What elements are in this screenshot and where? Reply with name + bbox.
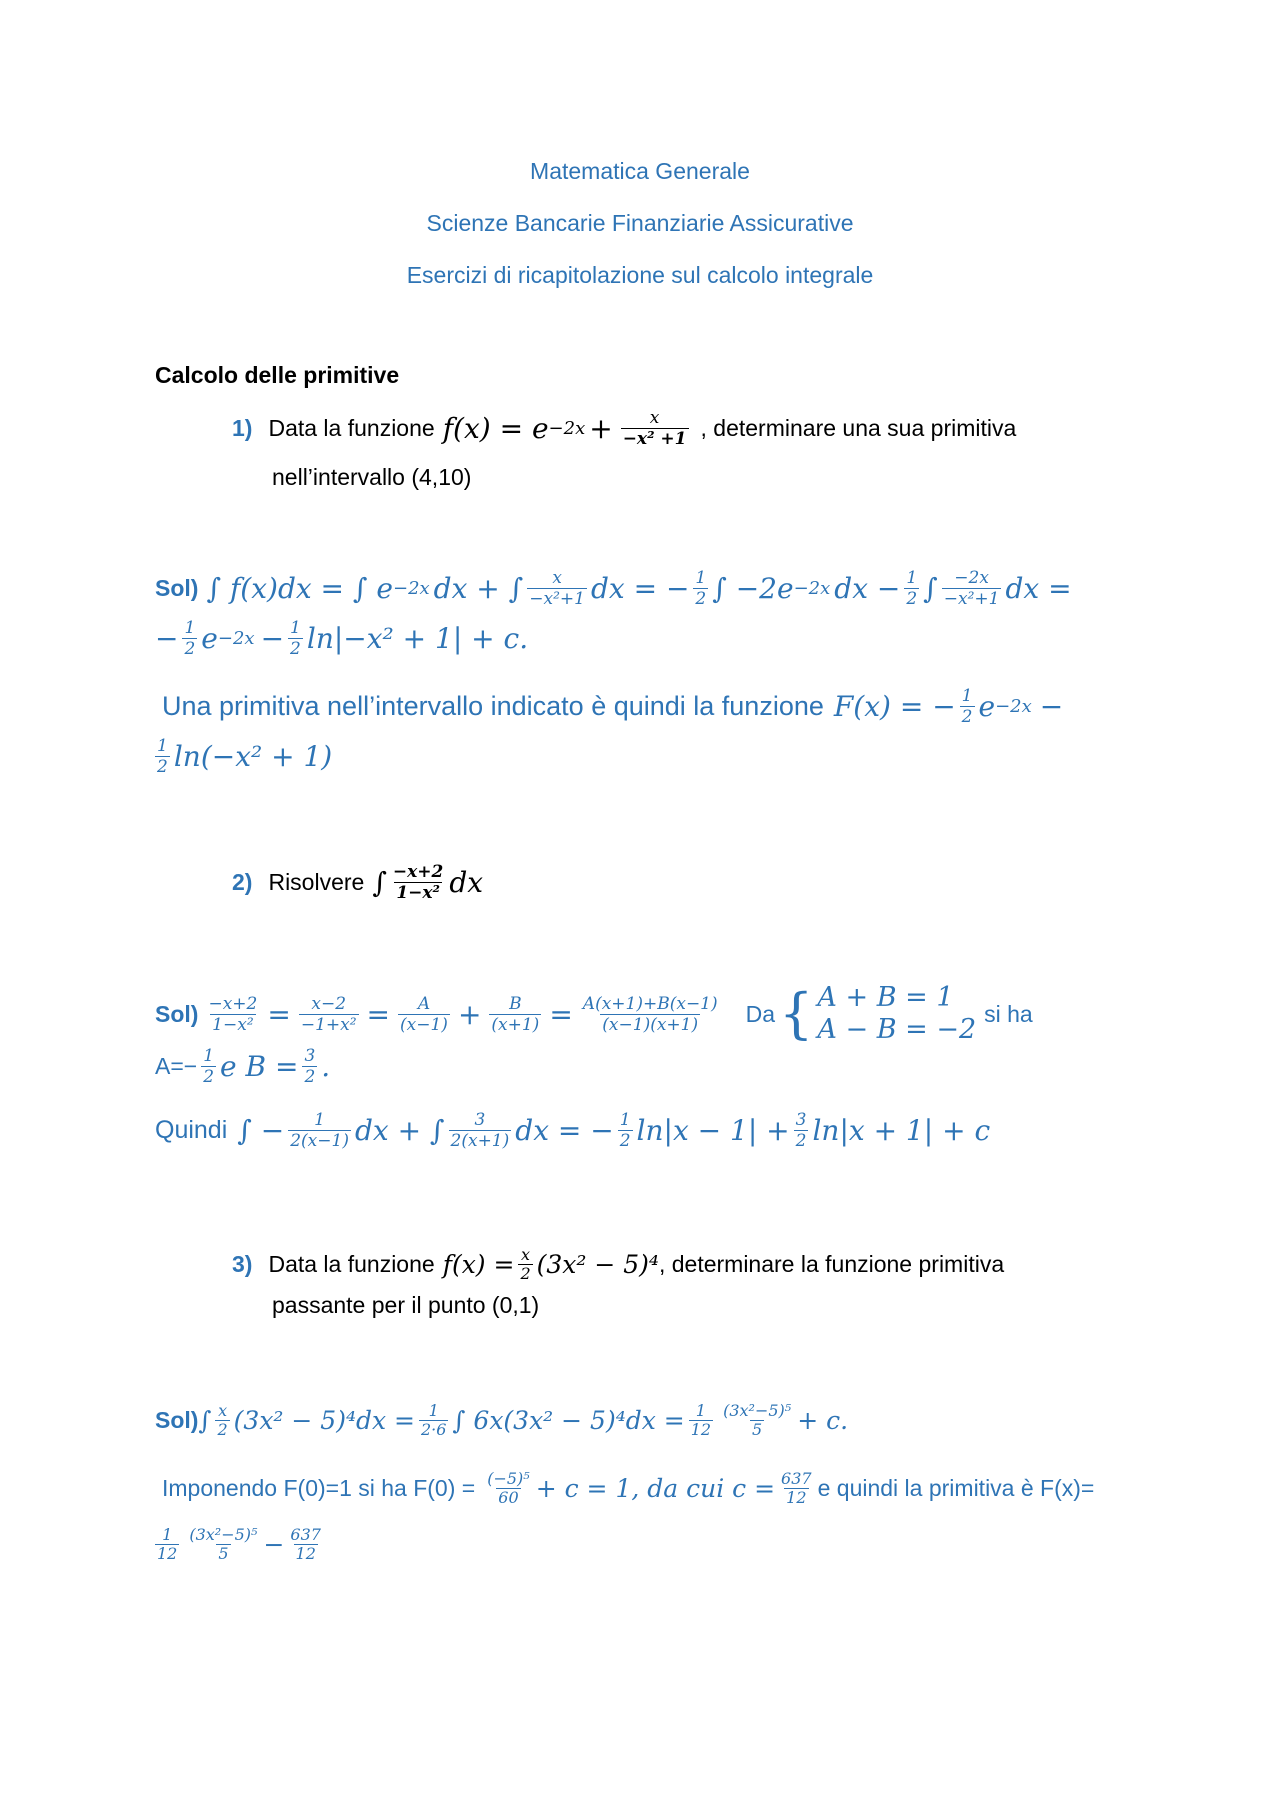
math-expr: ∫ (923, 572, 938, 605)
frac-den: 5 (218, 1544, 229, 1563)
solution-1-line2: − $\frac{1}{2}$ e −2x − $\frac{1}{2}$ ln|−x² + 1| + c. (155, 618, 529, 659)
frac-den: 1−x² (212, 1014, 254, 1035)
frac-den: 2 (290, 639, 301, 659)
math-expr: ∫ −2e (712, 572, 794, 605)
solution-1-line1: Sol) ∫ f(x)dx = ∫ e −2x dx + ∫ $\frac{x}{\text{−x²+1}}$ dx = − $\frac{1}{2}$ ∫ −2e −2x dx − $\frac{1}{2}$ ∫ $\frac{-2x}{\text{−x²+1}}$ dx = (155, 568, 1072, 609)
solution-2-line2 (155, 1046, 330, 1087)
math-expr: (3x² − 5)⁴ (536, 1250, 659, 1279)
frac-den: 2 (157, 757, 168, 777)
system-eq: A + B = 1 (817, 982, 954, 1013)
frac-num: 1 (184, 618, 196, 638)
frac-num: 1 (157, 736, 168, 756)
sol-label: Sol) (155, 1000, 199, 1027)
exercise-1: 1) Data la funzione f(x) = e −2x + $\frac{x}{\text{−x² +1}}$ , determinare una sua primitiva (232, 408, 1017, 449)
solution-text: A=− (155, 1053, 198, 1079)
math-expr: + c = 1, da cui c = (535, 1474, 776, 1503)
frac-num: (3x²−5)⁵ (189, 1525, 258, 1544)
frac-num: −2x (954, 568, 989, 588)
math-expr: ∫ f(x)dx = ∫ e (206, 572, 393, 605)
frac-num: x−2 (311, 993, 347, 1014)
math-expr: − (1039, 690, 1064, 723)
frac-den: 2(x−1) (290, 1131, 349, 1151)
frac-num: A(x+1)+B(x−1) (582, 993, 718, 1014)
frac-num: x (521, 1245, 531, 1264)
frac-den: 2 (184, 639, 196, 659)
math-op: = (366, 997, 391, 1031)
solution-3-line2 (162, 1470, 1094, 1507)
brace-icon: { (779, 982, 814, 1045)
math-op: − (263, 1530, 285, 1559)
frac-den: −1+x² (300, 1014, 357, 1035)
exercise-prompt: Data la funzione (268, 415, 435, 441)
exercise-prompt-cont: , determinare la funzione primitiva (658, 1251, 1005, 1277)
math-expr: e (201, 622, 218, 655)
solution-2-line3 (155, 1110, 990, 1151)
math-expr: f(x) = (442, 1250, 515, 1279)
solution-text: e quindi la primitiva è F(x)= (817, 1475, 1095, 1501)
exercise-number: 2) (232, 869, 253, 895)
frac-den: 60 (498, 1488, 519, 1507)
math-expr: F(x) = − (833, 690, 956, 723)
exercise-prompt: Data la funzione (268, 1251, 435, 1277)
frac-num: 1 (162, 1525, 173, 1544)
frac-num: −x+2 (392, 862, 444, 882)
math-expr: ∫ − (237, 1114, 285, 1147)
math-expr: ln|−x² + 1| + c. (306, 622, 529, 655)
math-op: = (549, 997, 573, 1031)
exercise-prompt-line2: nell’intervallo (4,10) (272, 464, 472, 490)
exercise-number: 3) (232, 1251, 253, 1277)
frac-num: 1 (203, 1046, 215, 1066)
frac-den: 12 (157, 1544, 178, 1563)
exercise-prompt-cont: , determinare una sua primitiva (700, 415, 1017, 441)
math-expr: dx (449, 866, 484, 899)
frac-den: 2 (217, 1420, 228, 1439)
math-expr: ln(−x² + 1) (173, 740, 333, 773)
frac-num: 3 (474, 1110, 486, 1130)
exercise-3 (232, 1246, 1004, 1283)
math-expr: ln|x + 1| + c (812, 1114, 991, 1147)
math-expr: f(x) = e (442, 412, 549, 445)
frac-den: −x²+1 (529, 589, 585, 609)
math-op: = (267, 997, 291, 1031)
sol-label: Sol) (155, 1407, 199, 1433)
frac-num: 637 (781, 1469, 812, 1488)
solution-text: Una primitiva nell’intervallo indicato è quindi la funzione (162, 691, 824, 721)
frac-den: 12 (786, 1488, 807, 1507)
math-op: + (457, 997, 482, 1031)
frac-num: A (417, 993, 431, 1014)
frac-num: −x+2 (208, 993, 258, 1014)
frac-num: x (218, 1401, 228, 1420)
solution-1-line3: Una primitiva nell’intervallo indicato è quindi la funzione F(x) = − $\frac{1}{2}$ e −2x − (162, 686, 1064, 727)
math-expr: ∫ (198, 1406, 212, 1435)
frac-den: 2 (304, 1067, 316, 1087)
math-expr: ln|x − 1| + (636, 1114, 790, 1147)
frac-num: 1 (428, 1401, 439, 1420)
doc-title: Matematica Generale (530, 158, 750, 184)
math-expr: e (978, 690, 996, 723)
math-expr: dx = − (590, 572, 690, 605)
math-expr: . (321, 1050, 331, 1083)
math-expr: dx + ∫ (433, 572, 524, 605)
system-eq: A − B = −2 (817, 1014, 977, 1045)
integral-sign: ∫ (372, 866, 387, 899)
frac-num: (−5)⁵ (487, 1469, 530, 1488)
math-expr: dx + ∫ (354, 1114, 445, 1147)
solution-3-line3 (155, 1526, 327, 1563)
frac-den: 2 (203, 1067, 215, 1087)
solution-3-line1 (155, 1402, 848, 1439)
math-expr: e B = (220, 1050, 299, 1083)
frac-num: x (552, 568, 562, 588)
frac-num: x (649, 408, 660, 428)
frac-num: 1 (695, 568, 707, 588)
frac-den: −x² +1 (622, 429, 687, 449)
frac-den: (x−1) (400, 1014, 448, 1035)
frac-den: 2 (961, 707, 973, 727)
frac-num: 1 (695, 1401, 706, 1420)
frac-den: 2 (795, 1131, 807, 1151)
math-expr: (3x² − 5)⁴dx = (233, 1406, 415, 1435)
frac-num: 637 (290, 1525, 321, 1544)
frac-num: (3x²−5)⁵ (723, 1401, 792, 1420)
frac-den: 1−x² (396, 883, 440, 903)
exercise-prompt: Risolvere (268, 869, 365, 895)
frac-den: 12 (690, 1420, 712, 1439)
section-title: Calcolo delle primitive (155, 362, 400, 388)
solution-text: Imponendo F(0)=1 si ha F(0) = (162, 1475, 476, 1501)
frac-num: 1 (290, 618, 301, 638)
exercise-2 (232, 862, 483, 903)
doc-topic: Esercizi di ricapitolazione sul calcolo integrale (406, 262, 874, 288)
solution-text: Quindi (155, 1116, 228, 1144)
math-expr: dx − (834, 572, 901, 605)
math-expr: + c. (797, 1406, 849, 1435)
frac-den: 2 (906, 589, 918, 609)
frac-den: 2 (695, 589, 707, 609)
math-expr: − (155, 622, 179, 655)
frac-den: −x²+1 (943, 589, 1000, 609)
sol-label: Sol) (155, 575, 199, 601)
frac-num: 1 (619, 1110, 631, 1130)
frac-den: (x+1) (491, 1014, 540, 1035)
frac-num: 3 (304, 1046, 316, 1066)
frac-den: 5 (752, 1420, 763, 1439)
frac-den: (x−1)(x+1) (602, 1014, 699, 1035)
solution-text: si ha (984, 1000, 1033, 1027)
math-expr: − (260, 622, 285, 655)
math-expr: dx = (1005, 572, 1072, 605)
exercise-number: 1) (232, 415, 253, 441)
frac-den: 2 (619, 1131, 631, 1151)
frac-num: 1 (906, 568, 918, 588)
doc-subtitle: Scienze Bancarie Finanziarie Assicurative (426, 210, 854, 236)
frac-num: 3 (795, 1110, 807, 1130)
solution-text: Da (745, 1000, 776, 1027)
math-op: + (589, 412, 613, 445)
math-expr: dx = − (515, 1114, 614, 1147)
frac-num: B (509, 993, 522, 1014)
math-expr: ∫ 6x(3x² − 5)⁴dx = (452, 1406, 685, 1435)
frac-den: 2 (520, 1264, 531, 1283)
frac-den: 2(x+1) (450, 1131, 510, 1151)
frac-num: 1 (961, 686, 973, 706)
solution-2-line1 (155, 982, 1033, 1046)
exercise-prompt-line2: passante per il punto (0,1) (272, 1292, 540, 1318)
solution-1-line4 (155, 736, 332, 777)
frac-den: 2·6 (420, 1420, 447, 1439)
frac-den: 12 (295, 1544, 316, 1563)
frac-num: 1 (314, 1110, 325, 1130)
